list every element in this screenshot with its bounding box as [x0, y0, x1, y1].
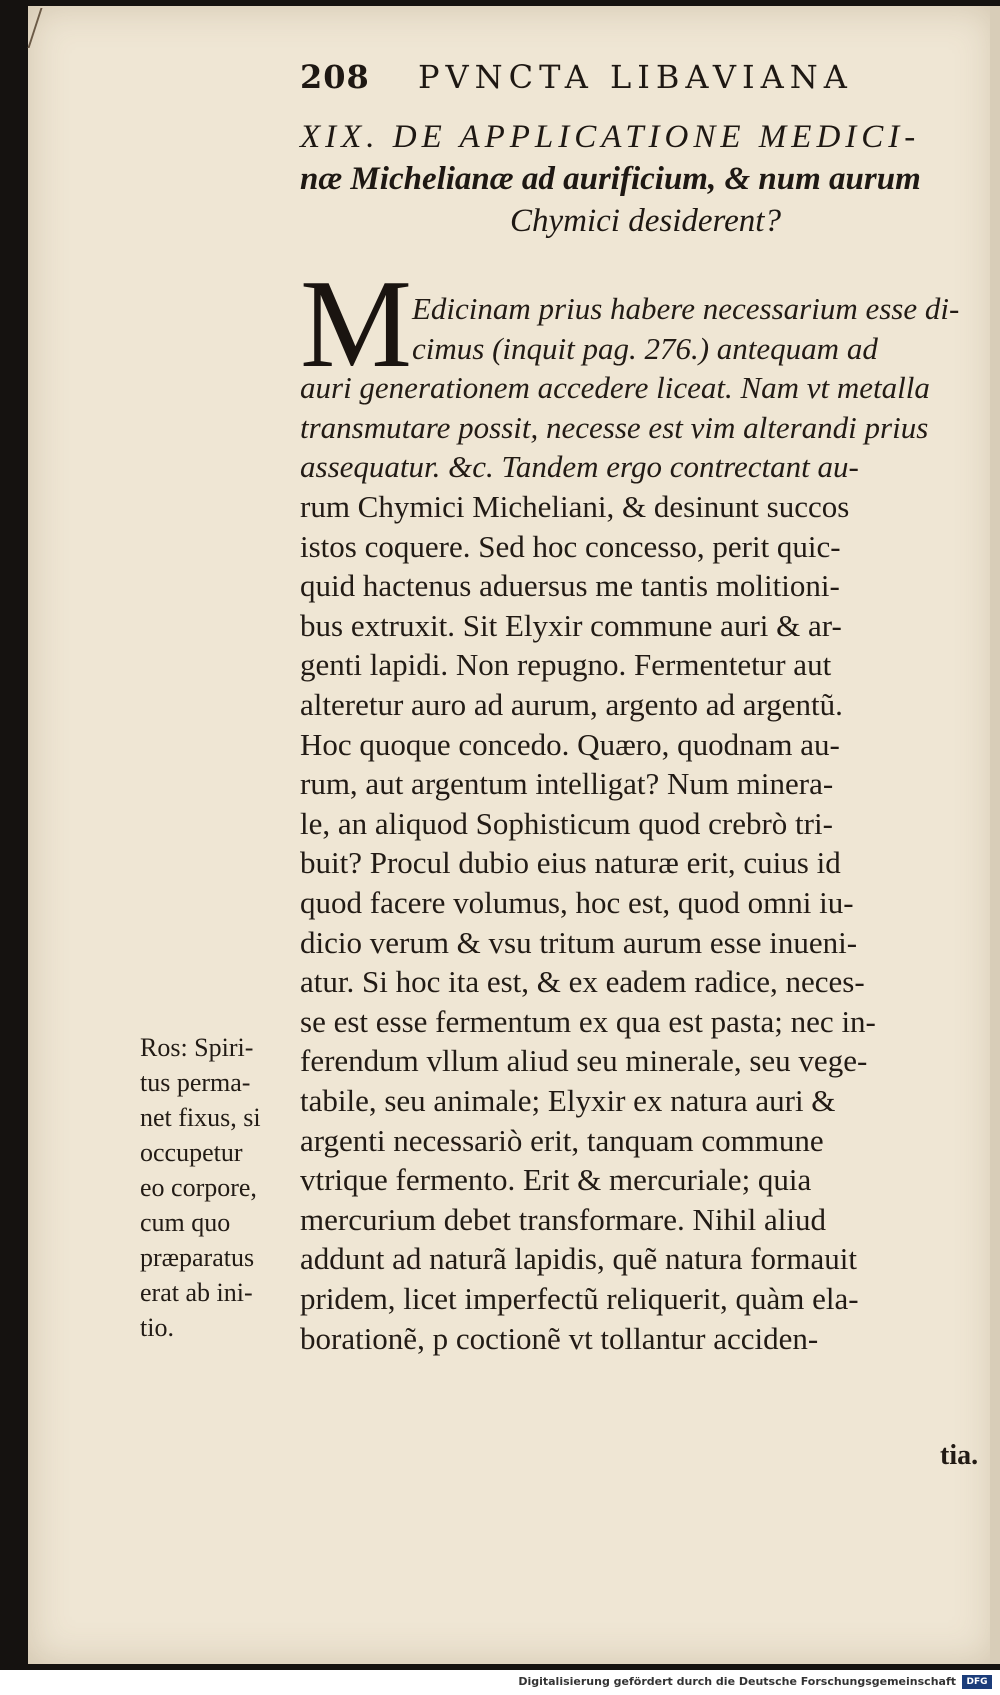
body-line: Hoc quoque concedo. Quæro, quodnam au-	[300, 726, 840, 762]
body-line: assequatur. &c. Tandem ergo contrectant au-	[300, 449, 859, 485]
margin-note-line: erat ab ini-	[140, 1278, 253, 1307]
heading-line-1: XIX. DE APPLICATIONE MEDICI-	[300, 119, 921, 155]
drop-cap: M	[300, 255, 413, 394]
chapter-heading	[300, 116, 940, 242]
body-line: auri generationem accedere liceat. Nam vt metalla	[300, 370, 930, 406]
digitization-footer	[0, 1670, 1000, 1695]
body-line: atur. Si hoc ita est, & ex eadem radice, neces-	[300, 964, 865, 1000]
body-line: dicio verum & vsu tritum aurum esse inueni-	[300, 924, 858, 960]
body-line: bus extruxit. Sit Elyxir commune auri & ar-	[300, 607, 842, 643]
body-line: cimus (inquit pag. 276.) antequam ad	[412, 330, 878, 366]
body-line: addunt ad naturã lapidis, quẽ natura formauit	[300, 1241, 857, 1277]
heading-line-3: Chymici desiderent?	[510, 203, 781, 239]
margin-note-line: net fixus, si	[140, 1103, 261, 1132]
body-line: quod facere volumus, hoc est, quod omni iu-	[300, 885, 854, 920]
catchword: tia.	[940, 1440, 979, 1471]
body-line: mercurium debet transformare. Nihil aliud	[300, 1201, 826, 1237]
page-edge	[990, 6, 1000, 1664]
running-head	[300, 58, 930, 100]
body-line: le, an aliquod Sophisticum quod crebrò tri-	[300, 805, 833, 841]
body-line: ferendum vllum aliud seu minerale, seu vege-	[300, 1043, 868, 1079]
margin-note-line: eo corpore,	[140, 1173, 257, 1202]
body-line: borationẽ, p coctionẽ vt tollantur acciden-	[300, 1320, 819, 1356]
body-line: tabile, seu animale; Elyxir ex natura auri &	[300, 1083, 836, 1118]
body-line: se est esse fermentum ex qua est pasta; nec in-	[300, 1003, 876, 1039]
body-line: genti lapidi. Non repugno. Fermentetur aut	[300, 647, 832, 683]
body-line: argenti necessariò erit, tanquam commune	[300, 1122, 824, 1158]
body-line: buit? Procul dubio eius naturæ erit, cuius id	[300, 845, 841, 881]
running-title: PVNCTA LIBAVIANA	[418, 58, 853, 96]
body-line: quid hactenus aduersus me tantis molitioni-	[300, 568, 840, 604]
margin-note-line: tus perma-	[140, 1068, 251, 1097]
body-line: rum Chymici Micheliani, & desinunt succos	[300, 489, 850, 524]
margin-note-line: occupetur	[140, 1138, 243, 1167]
body-line: pridem, licet imperfectũ reliquerit, quàm ela-	[300, 1281, 859, 1316]
heading-line-2: næ Michelianæ ad aurificium, & num aurum	[300, 161, 921, 197]
margin-note-line: præparatus	[140, 1243, 255, 1272]
page-number: 208	[300, 58, 370, 96]
body-line: Edicinam prius habere necessarium esse di-	[412, 291, 960, 326]
margin-note-line: Ros: Spiri-	[140, 1033, 254, 1062]
body-line: vtrique fermento. Erit & mercuriale; quia	[300, 1162, 812, 1198]
body-line: rum, aut argentum intelligat? Num minera-	[300, 766, 834, 802]
margin-note-line: cum quo	[140, 1208, 231, 1237]
margin-note-line: tio.	[140, 1313, 174, 1342]
body-line: alteretur auro ad aurum, argento ad argentũ.	[300, 687, 843, 722]
margin-note	[140, 1030, 300, 1345]
footer-credit: Digitalisierung gefördert durch die Deutsche Forschungsgemeinschaft	[518, 1675, 956, 1688]
dfg-logo: DFG	[962, 1675, 992, 1689]
body-line: transmutare possit, necesse est vim alterandi prius	[300, 409, 929, 445]
body-line: istos coquere. Sed hoc concesso, perit quic-	[300, 528, 841, 564]
